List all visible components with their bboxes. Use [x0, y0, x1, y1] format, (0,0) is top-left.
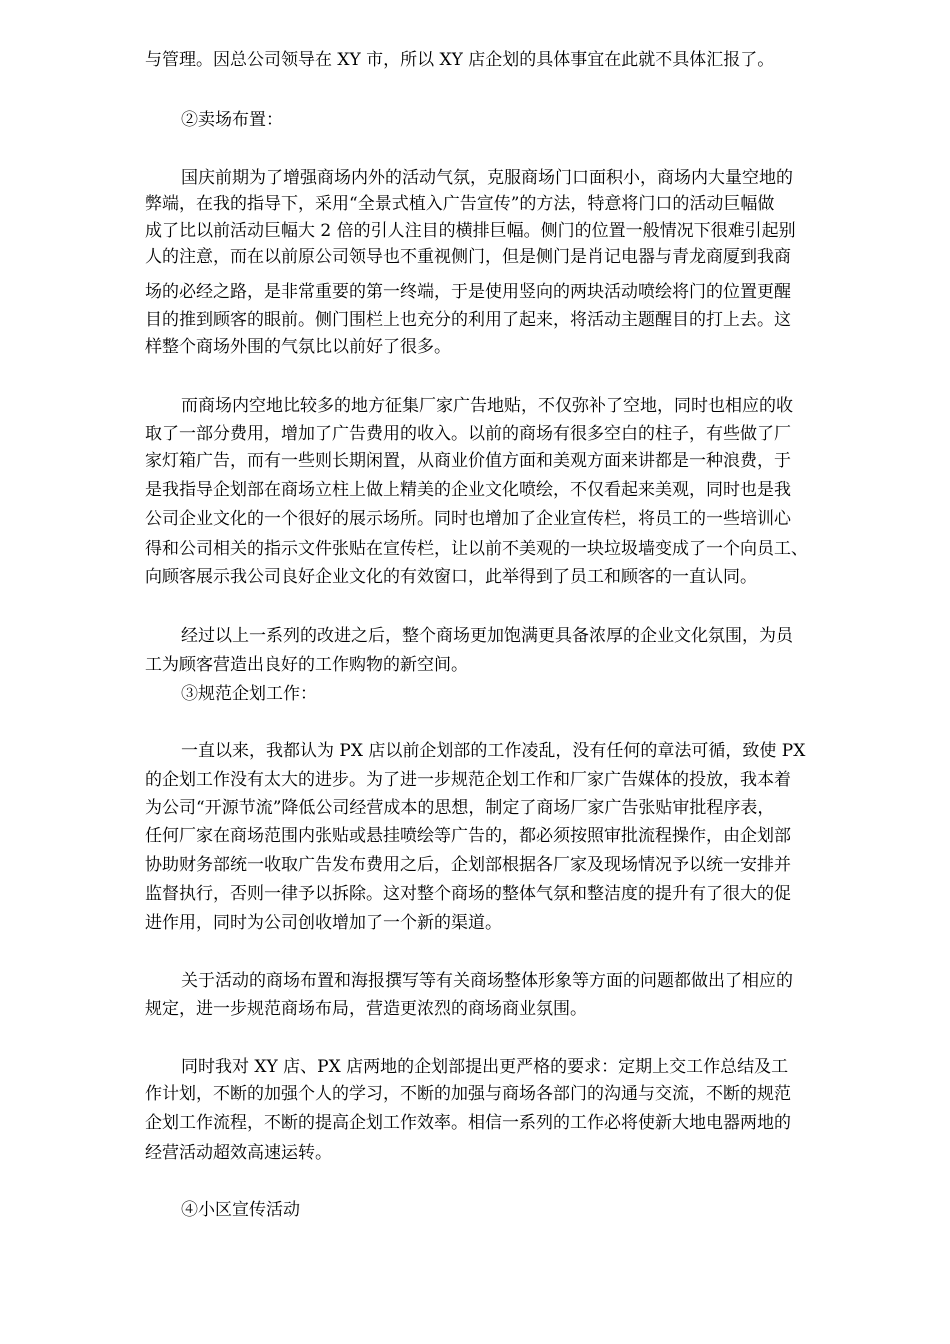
text-line: 成了比以前活动巨幅大 2 倍的引人注目的横排巨幅。侧门的位置一般情况下很难引起别 — [145, 221, 796, 241]
text-line: 取了一部分费用，增加了广告费用的收入。以前的商场有很多空白的柱子，有些做了厂 — [145, 424, 791, 444]
text-line: 作计划，不断的加强个人的学习，不断的加强与商场各部门的沟通与交流，不断的规范 — [145, 1084, 791, 1104]
text-line: 得和公司相关的指示文件张贴在宣传栏，让以前不美观的一块垃圾墙变成了一个向员工、 — [145, 539, 808, 559]
text-line: 工为顾客营造出良好的工作购物的新空间。 — [145, 655, 468, 675]
text-line: 经营活动超效高速运转。 — [145, 1143, 332, 1163]
text-line: 是我指导企划部在商场立柱上做上精美的企业文化喷绘，不仅看起来美观，同时也是我 — [145, 480, 791, 500]
text-line: 而商场内空地比较多的地方征集厂家广告地贴，不仅弥补了空地，同时也相应的收 — [181, 396, 793, 416]
text-line: 与管理。因总公司领导在 XY 市，所以 XY 店企划的具体事宜在此就不具体汇报了。 — [145, 50, 775, 70]
text-line: 弊端，在我的指导下，采用“全景式植入广告宣传”的方法，特意将门口的活动巨幅做 — [145, 194, 775, 214]
section-heading: ②卖场布置： — [181, 110, 283, 130]
text-line: 样整个商场外围的气氛比以前好了很多。 — [145, 337, 451, 357]
text-line: 国庆前期为了增强商场内外的活动气氛，克服商场门口面积小，商场内大量空地的 — [181, 168, 793, 188]
text-line: 经过以上一系列的改进之后，整个商场更加饱满更具备浓厚的企业文化氛围，为员 — [181, 626, 793, 646]
section-heading: ③规范企划工作： — [181, 684, 317, 704]
text-line: 为公司“开源节流”降低公司经营成本的思想，制定了商场厂家广告张贴审批程序表， — [145, 798, 775, 818]
text-line: 同时我对 XY 店、PX 店两地的企划部提出更严格的要求：定期上交工作总结及工 — [181, 1057, 789, 1077]
text-line: 关于活动的商场布置和海报撰写等有关商场整体形象等方面的问题都做出了相应的 — [181, 971, 793, 991]
text-line: 家灯箱广告，而有一些则长期闲置，从商业价值方面和美观方面来讲都是一种浪费，于 — [145, 451, 791, 471]
section-heading: ④小区宣传活动 — [181, 1200, 300, 1220]
text-line: 场的必经之路，是非常重要的第一终端，于是使用竖向的两块活动喷绘将门的位置更醒 — [145, 282, 791, 302]
text-line: 协助财务部统一收取广告发布费用之后，企划部根据各厂家及现场情况予以统一安排并 — [145, 855, 791, 875]
text-line: 监督执行，否则一律予以拆除。这对整个商场的整体气氛和整洁度的提升有了很大的促 — [145, 884, 791, 904]
text-line: 进作用，同时为公司创收增加了一个新的渠道。 — [145, 913, 502, 933]
text-line: 向顾客展示我公司良好企业文化的有效窗口，此举得到了员工和顾客的一直认同。 — [145, 567, 757, 587]
text-line: 人的注意，而在以前原公司领导也不重视侧门，但是侧门是肖记电器与青龙商厦到我商 — [145, 247, 791, 267]
text-line: 目的推到顾客的眼前。侧门围栏上也充分的利用了起来，将活动主题醒目的打上去。这 — [145, 310, 791, 330]
text-line: 规定，进一步规范商场布局，营造更浓烈的商场商业氛围。 — [145, 999, 587, 1019]
text-line: 企划工作流程，不断的提高企划工作效率。相信一系列的工作必将使新大地电器两地的 — [145, 1113, 791, 1133]
text-line: 公司企业文化的一个很好的展示场所。同时也增加了企业宣传栏，将员工的一些培训心 — [145, 509, 791, 529]
text-line: 的企划工作没有太大的进步。为了进一步规范企划工作和厂家广告媒体的投放，我本着 — [145, 770, 791, 790]
text-line: 任何厂家在商场范围内张贴或悬挂喷绘等广告的，都必须按照审批流程操作，由企划部 — [145, 826, 791, 846]
text-line: 一直以来，我都认为 PX 店以前企划部的工作凌乱，没有任何的章法可循，致使 PX — [181, 741, 806, 761]
